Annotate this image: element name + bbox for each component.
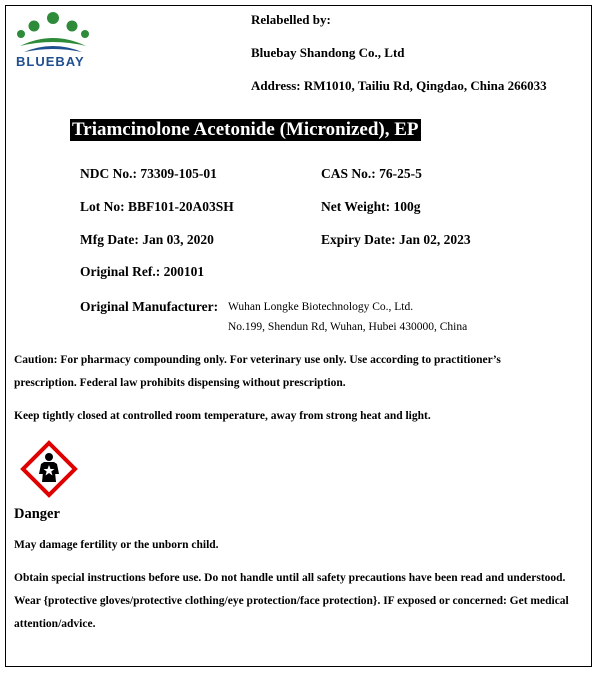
logo-text: BLUEBAY bbox=[16, 54, 85, 69]
signal-word: Danger bbox=[14, 506, 60, 522]
product-label bbox=[5, 5, 592, 667]
net-weight: Net Weight: 100g bbox=[321, 199, 421, 214]
mfg-date: Mfg Date: Jan 03, 2020 bbox=[80, 232, 214, 247]
ghs-pictogram bbox=[20, 440, 78, 498]
relabel-heading: Relabelled by: bbox=[251, 12, 331, 27]
storage-text: Keep tightly closed at controlled room temperature, away from strong heat and light. bbox=[14, 410, 431, 422]
caution-text: Caution: For pharmacy compounding only. For veterinary use only. Use according to practitioner’s prescription. Federal law prohibits dispensing without prescription. bbox=[14, 354, 501, 389]
manufacturer-name: Wuhan Longke Biotechnology Co., Ltd. bbox=[228, 301, 414, 313]
manufacturer-label: Original Manufacturer: bbox=[80, 299, 219, 314]
logo-mark-icon bbox=[12, 10, 94, 54]
hazard-statement: May damage fertility or the unborn child. bbox=[14, 539, 219, 551]
bluebay-logo bbox=[12, 10, 94, 72]
product-title: Triamcinolone Acetonide (Micronized), EP bbox=[72, 119, 419, 140]
relabel-address: Address: RM1010, Tailiu Rd, Qingdao, China 266033 bbox=[251, 78, 547, 93]
ndc-number: NDC No.: 73309-105-01 bbox=[80, 166, 217, 181]
health-hazard-icon bbox=[20, 440, 78, 498]
relabel-company: Bluebay Shandong Co., Ltd bbox=[251, 45, 405, 60]
expiry-date: Expiry Date: Jan 02, 2023 bbox=[321, 232, 471, 247]
manufacturer-address: No.199, Shendun Rd, Wuhan, Hubei 430000, China bbox=[228, 321, 468, 333]
original-ref: Original Ref.: 200101 bbox=[80, 264, 205, 279]
lot-number: Lot No: BBF101-20A03SH bbox=[80, 199, 234, 214]
cas-number: CAS No.: 76-25-5 bbox=[321, 166, 422, 181]
precautionary-statements: Obtain special instructions before use. Do not handle until all safety precautions have been read and understood. Wear {protective gloves/protective clothing/eye protection/face protection}. IF exposed or concerned: Get medical attention/advice. bbox=[14, 572, 569, 630]
